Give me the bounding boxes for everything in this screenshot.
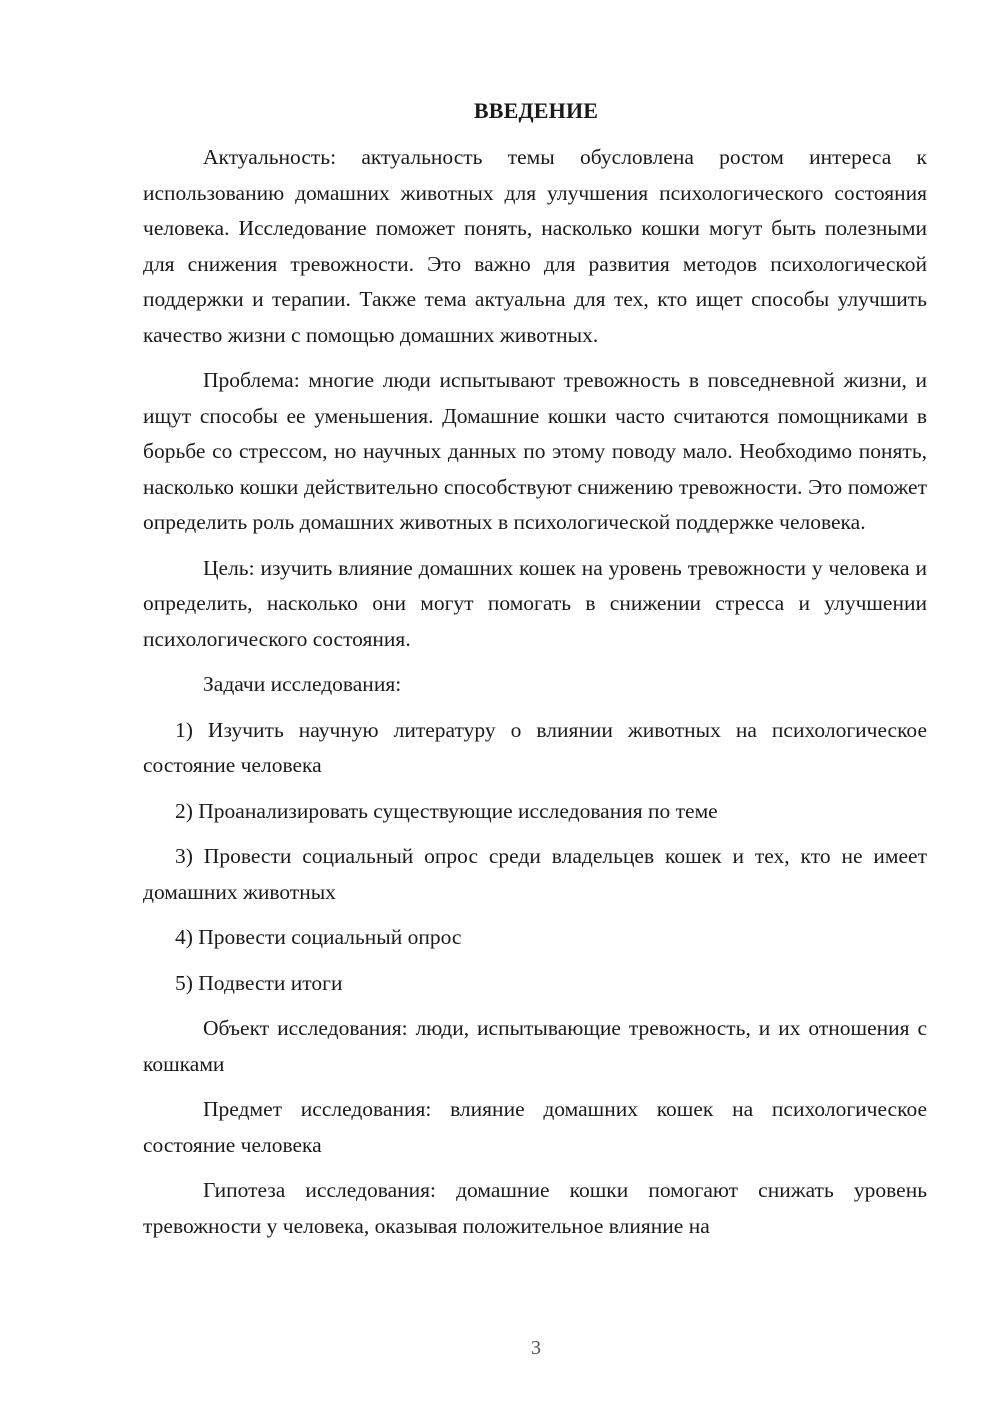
paragraph-goal: Цель: изучить влияние домашних кошек на уровень тревожности у человека и определить, насколько они могут помогать в снижении стресса и улучшении психологического состояния.	[143, 555, 927, 651]
task-item-5: 5) Подвести итоги	[175, 970, 343, 995]
page-number: 3	[531, 1337, 541, 1359]
paragraph-relevance: Актуальность: актуальность темы обусловлена ростом интереса к использованию домашних животных для улучшения психологического состояния человека. Исследование поможет понять, насколько кошки могут быть полезными для снижения тревожности. Это важно для развития методов психологической поддержки и терапии. Также тема актуальна для тех, кто ищет способы улучшить качество жизни с помощью домашних животных.	[143, 145, 927, 347]
task-item-2: 2) Проанализировать существующие исследования по теме	[175, 798, 718, 823]
task-item-1: 1) Изучить научную литературу о влиянии животных на психологическое состояние человека	[143, 717, 927, 777]
paragraph-problem: Проблема: многие люди испытывают тревожность в повседневной жизни, и ищут способы ее уменьшения. Домашние кошки часто считаются помощниками в борьбе со стрессом, но научных данных по этому поводу мало. Необходимо понять, насколько кошки действительно способствуют снижению тревожности. Это поможет определить роль домашних животных в психологической поддержке человека.	[143, 368, 927, 534]
paragraph-hypothesis: Гипотеза исследования: домашние кошки помогают снижать уровень тревожности у человека, оказывая положительное влияние на	[143, 1178, 927, 1238]
document-body	[143, 140, 927, 1254]
paragraph-object: Объект исследования: люди, испытывающие тревожность, и их отношения с кошками	[143, 1016, 927, 1076]
tasks-heading: Задачи исследования:	[203, 672, 402, 696]
task-item-3: 3) Провести социальный опрос среди владельцев кошек и тех, кто не имеет домашних животных	[143, 844, 927, 904]
section-title: ВВЕДЕНИЕ	[473, 98, 599, 123]
task-item-4: 4) Провести социальный опрос	[175, 925, 462, 949]
paragraph-subject: Предмет исследования: влияние домашних кошек на психологическое состояние человека	[143, 1097, 927, 1157]
